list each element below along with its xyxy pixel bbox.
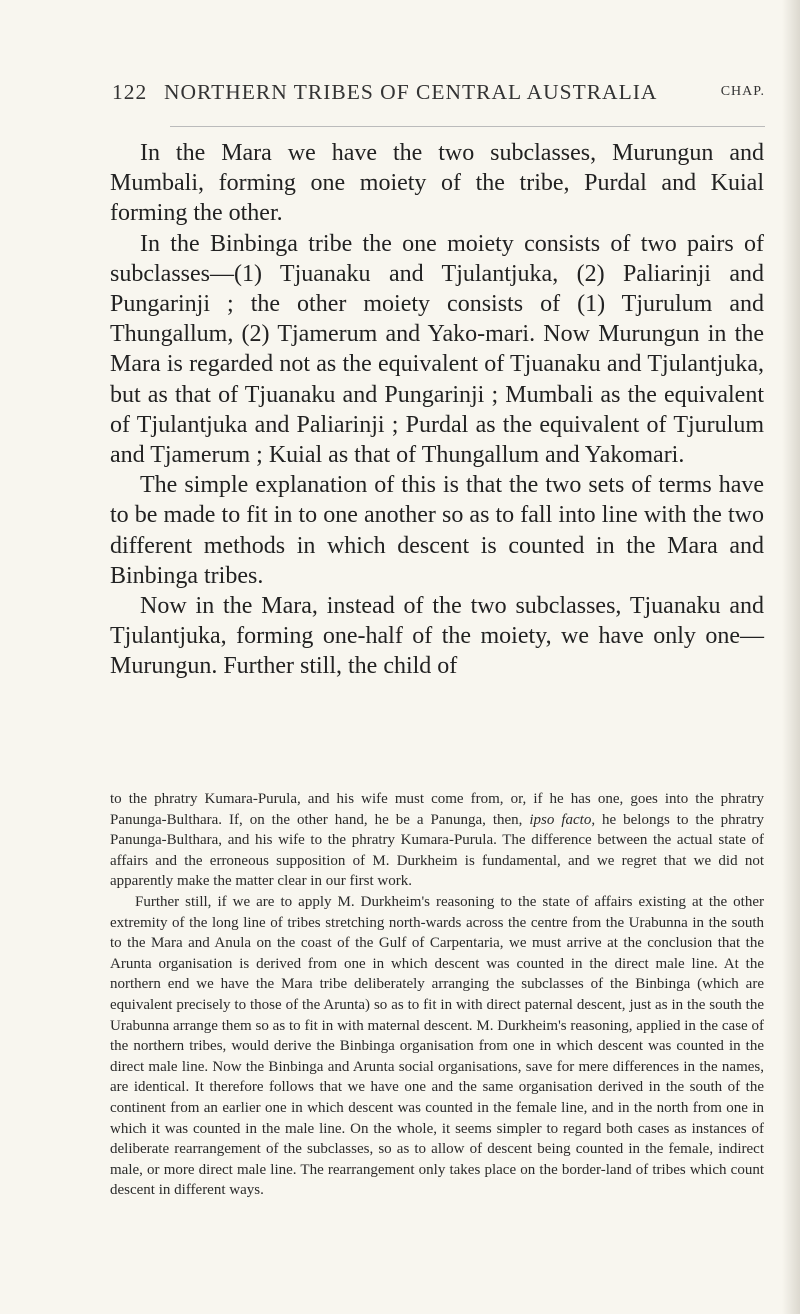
- header-rule: [170, 126, 765, 127]
- footnote: [110, 789, 764, 1201]
- paragraph: In the Mara we have the two subclasses, Murungun and Mumbali, forming one moiety of the tribe, Purdal and Kuial forming the other.: [110, 140, 764, 227]
- footnote-text: , he belongs to the phratry Panunga-Bulthara, and his wife to the phratry Kumara-Purula. The difference between the actual state of affairs and the erroneous supposition of M. Durkheim is fundamental, and we regret that we did not apparently make the matter clear in our first work.: [110, 811, 764, 890]
- paragraph: The simple explanation of this is that the two sets of terms have to be made to fit in to one another so as to fall into line with the two different methods in which descent is counted in the Mara and Binbinga tribes.: [110, 472, 764, 589]
- main-text: [110, 138, 764, 682]
- running-title: NORTHERN TRIBES OF CENTRAL AUSTRALIA: [164, 80, 658, 104]
- footnote-italic: ipso facto: [529, 811, 592, 828]
- footnote-text: to the phratry Kumara-Purula, and his wife must come from, or, if he has one, goes into the phratry Panunga-Bulthara. If, on the other hand, he be a Panunga, then,: [110, 791, 764, 828]
- page-number: 122: [112, 80, 148, 104]
- paragraph: Now in the Mara, instead of the two subclasses, Tjuanaku and Tjulantjuka, forming one-half of the moiety, we have only one—Murungun. Further still, the child of: [110, 593, 764, 680]
- footnote-paragraph: [110, 789, 764, 892]
- paragraph: In the Binbinga tribe the one moiety consists of two pairs of subclasses—(1) Tjuanaku and Tjulantjuka, (2) Paliarinji and Pungarinji ; the other moiety consists of (1) Tjurulum and Thungallum, (2) Tjamerum and Yako-mari. Now Murungun in the Mara is regarded not as the equivalent of Tjuanaku and Tjulantjuka, but as that of Tjuanaku and Pungarinji ; Mumbali as the equivalent of Tjulantjuka and Paliarinji ; Purdal as the equivalent of Tjurulum and Tjamerum ; Kuial as that of Thungallum and Yakomari.: [110, 230, 764, 469]
- footnote-paragraph: Further still, if we are to apply M. Durkheim's reasoning to the state of affairs existing at the other extremity of the long line of tribes stretching north-wards across the centre from the Urabunna in the south to the Mara and Anula on the coast of the Gulf of Carpentaria, we must arrive at the conclusion that the Arunta organisation is derived from one in which descent was counted in the direct male line. At the northern end we have the Mara tribe deliberately arranging the subclasses of the Binbinga (which are equivalent precisely to those of the Arunta) so as to fit in with direct paternal descent, just as in the south the Urabunna arrange them so as to fit in with maternal descent. M. Durkheim's reasoning, applied in the case of the northern tribes, would derive the Binbinga organisation from one in which descent was counted in the direct male line. Now the Binbinga and Arunta social organisations, save for mere differences in the names, are identical. It therefore follows that we have one and the same organisation derived in the south of the continent from an earlier one in which descent was counted in the female line, and in the north from one in which it was counted in the male line. On the whole, it seems simpler to regard both cases as instances of deliberate rearrangement of the subclasses, so as to allow of descent being counted in the female, indirect male, or more direct male line. The rearrangement only takes place on the border-land of tribes which count descent in different ways.: [110, 893, 764, 1199]
- page-edge-shadow: [782, 0, 800, 1314]
- running-header: [112, 80, 765, 120]
- chapter-abbrev: CHAP.: [720, 84, 765, 99]
